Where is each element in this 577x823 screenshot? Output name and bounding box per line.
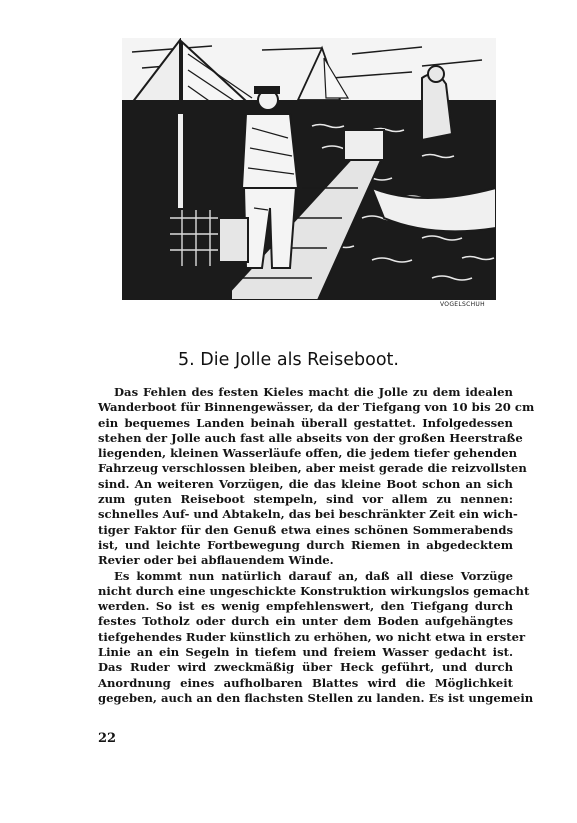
text-line: sind. An weiteren Vorzügen, die das kleine Boot schon an sich: [98, 476, 513, 491]
text-line: festes Totholz oder durch ein unter dem Boden aufgehängtes: [98, 614, 513, 629]
text-line: tiger Faktor für den Genuß etwa eines schönen Sommerabends: [98, 522, 513, 537]
illustration-signature: VOGELSCHUH: [440, 301, 485, 308]
paragraph-1: [98, 385, 535, 569]
text-line: Linie an ein Segeln in tiefem und freiem Wasser gedacht ist.: [98, 645, 513, 660]
text-line: Das Ruder wird zweckmäßig über Heck geführt, und durch: [98, 660, 513, 675]
page-number: 22: [98, 731, 117, 746]
text-line: Das Fehlen des festen Kieles macht die Jolle zu dem idealen: [114, 385, 513, 399]
text-line: zum guten Reiseboot stempeln, sind vor allem zu nennen:: [98, 492, 513, 507]
text-line: Wanderboot für Binnengewässer, da der Tiefgang von 10 bis 20 cm: [98, 400, 535, 415]
section-heading: 5. Die Jolle als Reiseboot.: [178, 350, 399, 370]
text-line: Es kommt nun natürlich darauf an, daß all diese Vorzüge: [114, 568, 513, 583]
illustration-drawing: [122, 38, 496, 300]
woodcut-illustration: [122, 38, 496, 300]
text-line: stehen der Jolle auch fast alle abseits von der großen Heerstraße: [98, 430, 523, 445]
text-line: Revier oder bei abflauendem Winde.: [98, 553, 334, 568]
text-line: tiefgehendes Ruder künstlich zu erhöhen, wo nicht etwa in erster: [98, 629, 526, 644]
paragraph-2: [98, 568, 534, 707]
text-line: gegeben, auch an den flachsten Stellen zu landen. Es ist ungemein: [98, 690, 534, 705]
text-line: schnelles Auf- und Abtakeln, das bei beschränkter Zeit ein wich-: [98, 507, 518, 522]
text-line: werden. So ist es wenig empfehlenswert, den Tiefgang durch: [98, 599, 513, 614]
text-line: liegenden, kleinen Wasserläufe offen, die jedem tiefer gehenden: [98, 446, 518, 461]
text-line: Anordnung eines aufholbaren Blattes wird die Möglichkeit: [98, 675, 513, 690]
body-text: [98, 385, 535, 706]
text-line: ein bequemes Landen beinah überall gestattet. Infolgedessen: [98, 415, 513, 430]
text-line: nicht durch eine ungeschickte Konstruktion wirkungslos gemacht: [98, 583, 530, 598]
text-line: Fahrzeug verschlossen bleiben, aber meist gerade die reizvollsten: [98, 461, 527, 476]
text-line: ist, und leichte Fortbewegung durch Riemen in abgedecktem: [98, 537, 513, 552]
